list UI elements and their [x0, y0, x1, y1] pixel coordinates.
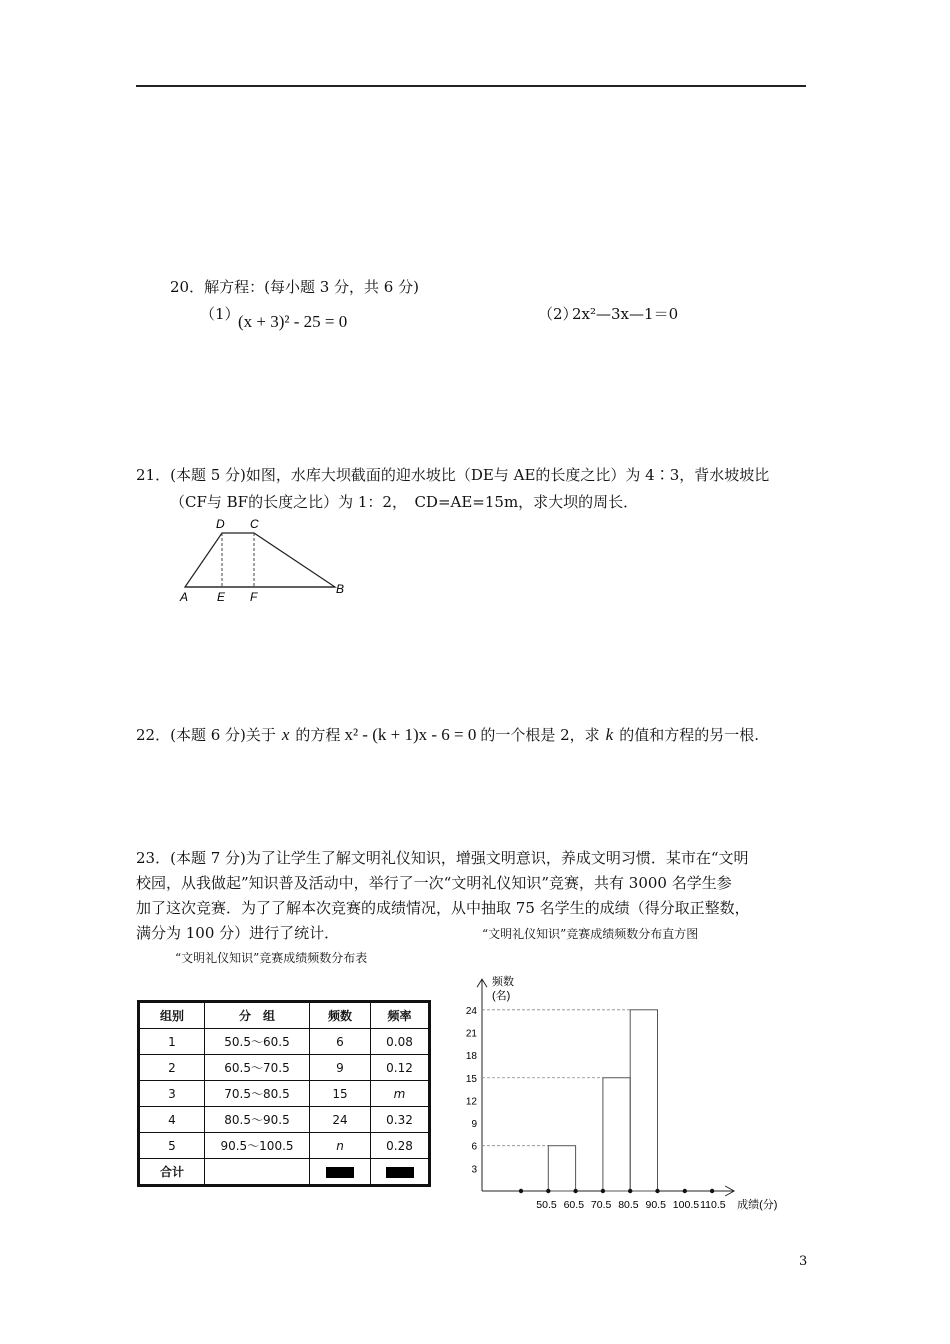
table-cell: 0.12 [371, 1055, 430, 1081]
table-cell: n [310, 1133, 371, 1159]
q22-line [136, 723, 759, 747]
x-axis-dot [628, 1189, 632, 1193]
q20-part1-equation: (x + 3)² - 25 = 0 [238, 312, 348, 331]
x-tick-label: 90.5 [645, 1199, 666, 1211]
table-row [139, 1133, 430, 1159]
x-tick-label: 100.5 [672, 1199, 700, 1211]
q21-line1: 21．(本题 5 分)如图，水库大坝截面的迎水坡比（DE与 AE的长度之比）为 4∶3，背水坡坡比 [136, 466, 770, 484]
label-f: F [250, 590, 258, 604]
header-rule [136, 85, 806, 87]
table-cell-redacted [371, 1159, 430, 1186]
redacted-box [386, 1167, 414, 1178]
x-tick-label: 70.5 [590, 1199, 612, 1211]
dam-cross-section-diagram [170, 512, 360, 607]
y-axis-label: 频数 [492, 976, 514, 989]
q23-line3: 加了这次竞赛．为了了解本次竞赛的成绩情况，从中抽取 75 名学生的成绩（得分取正整数， [136, 899, 750, 917]
table-header-cell: 分 组 [205, 1002, 310, 1029]
table-header-cell: 频率 [371, 1002, 430, 1029]
frequency-table [137, 1000, 431, 1187]
histogram-bar [548, 1146, 575, 1191]
table-caption: “文明礼仪知识”竞赛成绩频数分布表 [175, 951, 368, 965]
table-cell-empty [205, 1159, 310, 1186]
table-cell: 2 [139, 1055, 205, 1081]
y-tick-label: 24 [465, 1005, 477, 1017]
table-cell: 60.5～70.5 [205, 1055, 310, 1081]
x-tick-label: 110.5 [700, 1199, 726, 1211]
table-header-row [139, 1002, 430, 1029]
x-axis-dot [546, 1189, 550, 1193]
x-tick-label: 80.5 [618, 1199, 639, 1211]
x-tick-label: 60.5 [563, 1199, 585, 1211]
dam-trapezoid [185, 533, 335, 587]
x-axis-dot [519, 1189, 523, 1193]
table-cell: 90.5～100.5 [205, 1133, 310, 1159]
q22-prefix: 22．(本题 6 分)关于 [136, 726, 276, 744]
table-row [139, 1107, 430, 1133]
table-total-label: 合计 [139, 1159, 205, 1186]
histogram-bar [603, 1078, 630, 1191]
table-total-row [139, 1159, 430, 1186]
label-a: A [180, 590, 189, 604]
table-row [139, 1081, 430, 1107]
table-cell: 6 [310, 1029, 371, 1055]
histogram-bar [630, 1010, 657, 1191]
q22-mid: 的方程 [295, 726, 341, 744]
x-axis-label: 成绩(分) [737, 1199, 778, 1211]
x-axis-dot [710, 1189, 714, 1193]
table-cell-redacted [310, 1159, 371, 1186]
x-axis-dot [601, 1189, 605, 1193]
table-row [139, 1029, 430, 1055]
table-cell: 24 [310, 1107, 371, 1133]
table-cell: 0.32 [371, 1107, 430, 1133]
table-cell: 50.5～60.5 [205, 1029, 310, 1055]
x-tick-label: 50.5 [536, 1199, 557, 1211]
y-tick-label: 3 [471, 1164, 477, 1176]
y-tick-label: 12 [465, 1096, 477, 1108]
table-cell: 0.28 [371, 1133, 430, 1159]
table-cell: 0.08 [371, 1029, 430, 1055]
x-axis-dot [655, 1189, 659, 1193]
page-number: 3 [799, 1254, 808, 1269]
table-cell: 3 [139, 1081, 205, 1107]
table-cell: 15 [310, 1081, 371, 1107]
label-c: C [250, 517, 259, 531]
table-cell: 1 [139, 1029, 205, 1055]
q23-line4: 满分为 100 分）进行了统计． [136, 924, 340, 942]
table-cell: 9 [310, 1055, 371, 1081]
q22-suffix: 的值和方程的另一根. [619, 726, 759, 744]
table-cell: 80.5～90.5 [205, 1107, 310, 1133]
table-cell: 5 [139, 1133, 205, 1159]
q22-var-k: k [605, 725, 614, 744]
x-axis-dot [573, 1189, 577, 1193]
q21-line2: （CF与 BF的长度之比）为 1：2， CD=AE=15m，求大坝的周长． [170, 493, 639, 511]
q22-var-x: x [281, 725, 290, 744]
y-tick-label: 9 [471, 1119, 477, 1131]
table-cell: 70.5～80.5 [205, 1081, 310, 1107]
y-tick-label: 15 [465, 1073, 477, 1085]
y-tick-label: 18 [465, 1051, 477, 1063]
y-tick-label: 21 [465, 1028, 477, 1040]
histogram-caption: “文明礼仪知识”竞赛成绩频数分布直方图 [482, 927, 699, 941]
q23-line1: 23．(本题 7 分)为了让学生了解文明礼仪知识，增强文明意识，养成文明习惯．某市在“文明 [136, 849, 749, 867]
q23-line2: 校园，从我做起”知识普及活动中，举行了一次“文明礼仪知识”竞赛，共有 3000 名学生参 [136, 874, 732, 892]
table-row [139, 1055, 430, 1081]
table-header-cell: 组别 [139, 1002, 205, 1029]
redacted-box [326, 1167, 354, 1178]
q20-header: 20．解方程：(每小题 3 分，共 6 分) [170, 278, 419, 296]
table-cell: 4 [139, 1107, 205, 1133]
x-axis-dot [683, 1189, 687, 1193]
label-e: E [217, 590, 226, 604]
label-b: B [336, 582, 345, 596]
table-header-cell: 频数 [310, 1002, 371, 1029]
q22-equation: x² - (k + 1)x - 6 = 0 [344, 725, 477, 744]
y-tick-label: 6 [471, 1141, 477, 1153]
q20-part1-label: （1） [200, 305, 240, 323]
q20-part2-label: （2） [538, 305, 578, 323]
frequency-histogram [455, 950, 800, 1215]
y-axis-label: (名) [492, 990, 511, 1003]
label-d: D [216, 517, 225, 531]
q22-mid2: 的一个根是 2，求 [480, 726, 600, 744]
q20-part2-equation: 2x²—3x—1＝0 [572, 305, 679, 323]
table-cell: m [371, 1081, 430, 1107]
